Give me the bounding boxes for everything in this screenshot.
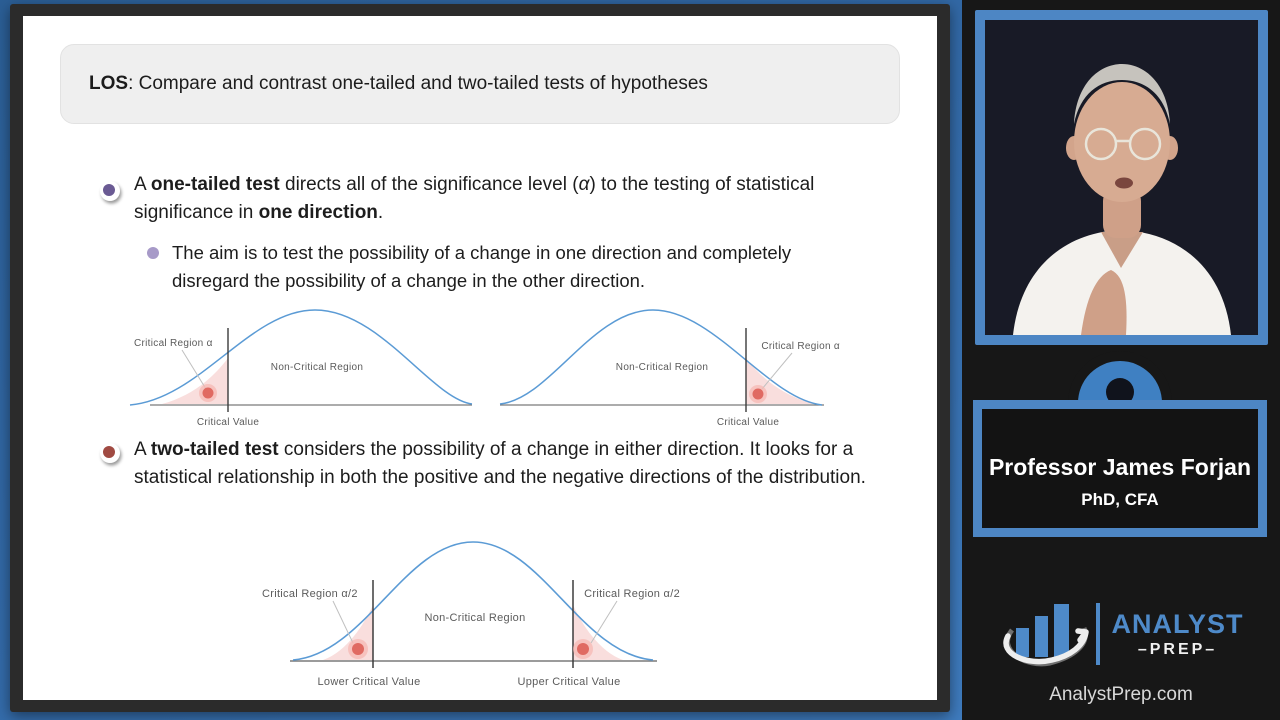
bullet-text: A: [134, 439, 151, 460]
slide-frame: [10, 4, 950, 712]
slide: [23, 16, 937, 700]
professor-name: Professor James Forjan: [988, 453, 1252, 480]
upper-critical-value-label: Upper Critical Value: [517, 676, 621, 688]
bullet-dot-icon: [103, 446, 115, 458]
bullet-text: A: [134, 174, 151, 195]
pointer-line-right: [591, 601, 617, 643]
non-critical-region-label: Non-Critical Region: [270, 362, 364, 373]
sub-bullet-aim: The aim is to test the possibility of a change in one direction and completely disregard the possibility of a change in the other direction.: [172, 242, 792, 291]
critical-region-fill: [162, 358, 228, 404]
bullet-dot-icon: [103, 184, 115, 196]
bullet-text-bold: one-tailed test: [150, 174, 280, 195]
critical-region-label: Critical Region α: [134, 338, 213, 349]
professor-name-card: [973, 400, 1267, 537]
pointer-line-left: [333, 601, 353, 643]
logo-bar-3: [1054, 604, 1069, 657]
los-statement: [60, 44, 900, 124]
logo-prep-text: –PREP–: [1137, 640, 1218, 658]
right-tailed-distribution-diagram: [492, 300, 852, 430]
sub-bullet-dot-icon: [147, 247, 159, 259]
los-label: LOS: [89, 73, 129, 94]
critical-region-right-label: Critical Region α/2: [584, 588, 680, 600]
bullet-one-tailed: [134, 171, 854, 227]
critical-dot: [203, 388, 214, 399]
normal-curve: [130, 310, 472, 405]
alpha-symbol: α: [578, 174, 590, 195]
sidebar: [962, 0, 1280, 720]
normal-curve: [293, 542, 653, 660]
website-url: AnalystPrep.com: [1049, 684, 1193, 705]
critical-region-left-label: Critical Region α/2: [262, 588, 358, 600]
lower-critical-value-label: Lower Critical Value: [317, 676, 421, 688]
professor-video-feed: [975, 10, 1268, 345]
bullet-text-bold: two-tailed test: [150, 439, 279, 460]
bullet-text: ) to the testing of statistical significance in: [134, 174, 815, 223]
bullet-text: considers the possibility of a change in either direction. It looks for a statistical relationship in both the positive and the negative directions of the distribution.: [134, 439, 866, 488]
critical-dot-right: [577, 643, 589, 655]
professor-credentials: PhD, CFA: [1081, 489, 1159, 509]
bullet-marker-one-tailed: [100, 181, 120, 201]
bullet-text: directs all of the significance level (: [279, 174, 579, 195]
critical-dot: [753, 389, 764, 400]
non-critical-region-label: Non-Critical Region: [424, 612, 526, 624]
logo-analyst-text: ANALYST: [1111, 608, 1244, 639]
logo-divider: [1096, 603, 1100, 665]
non-critical-region-label: Non-Critical Region: [615, 362, 709, 373]
analystprep-logo: [962, 596, 1280, 672]
logo-bar-1: [1016, 628, 1029, 657]
logo-bars-icon: [998, 598, 1090, 670]
critical-dot-left: [352, 643, 364, 655]
professor-portrait: [985, 20, 1258, 335]
logo-bar-2: [1035, 616, 1048, 657]
los-text: : Compare and contrast one-tailed and two-tailed tests of hypotheses: [128, 73, 708, 94]
bullet-text-bold: one direction: [258, 202, 378, 223]
left-tailed-distribution-diagram: [120, 300, 480, 430]
critical-value-label: Critical Value: [196, 417, 260, 428]
bullet-two-tailed: [134, 436, 882, 492]
mouth: [1115, 178, 1133, 189]
bullet-text: .: [377, 202, 384, 223]
bullet-marker-two-tailed: [100, 443, 120, 463]
two-tailed-distribution-diagram: [225, 535, 695, 693]
critical-region-label: Critical Region α: [761, 341, 840, 352]
logo-wordmark: [1111, 610, 1243, 659]
critical-value-label: Critical Value: [716, 417, 780, 428]
